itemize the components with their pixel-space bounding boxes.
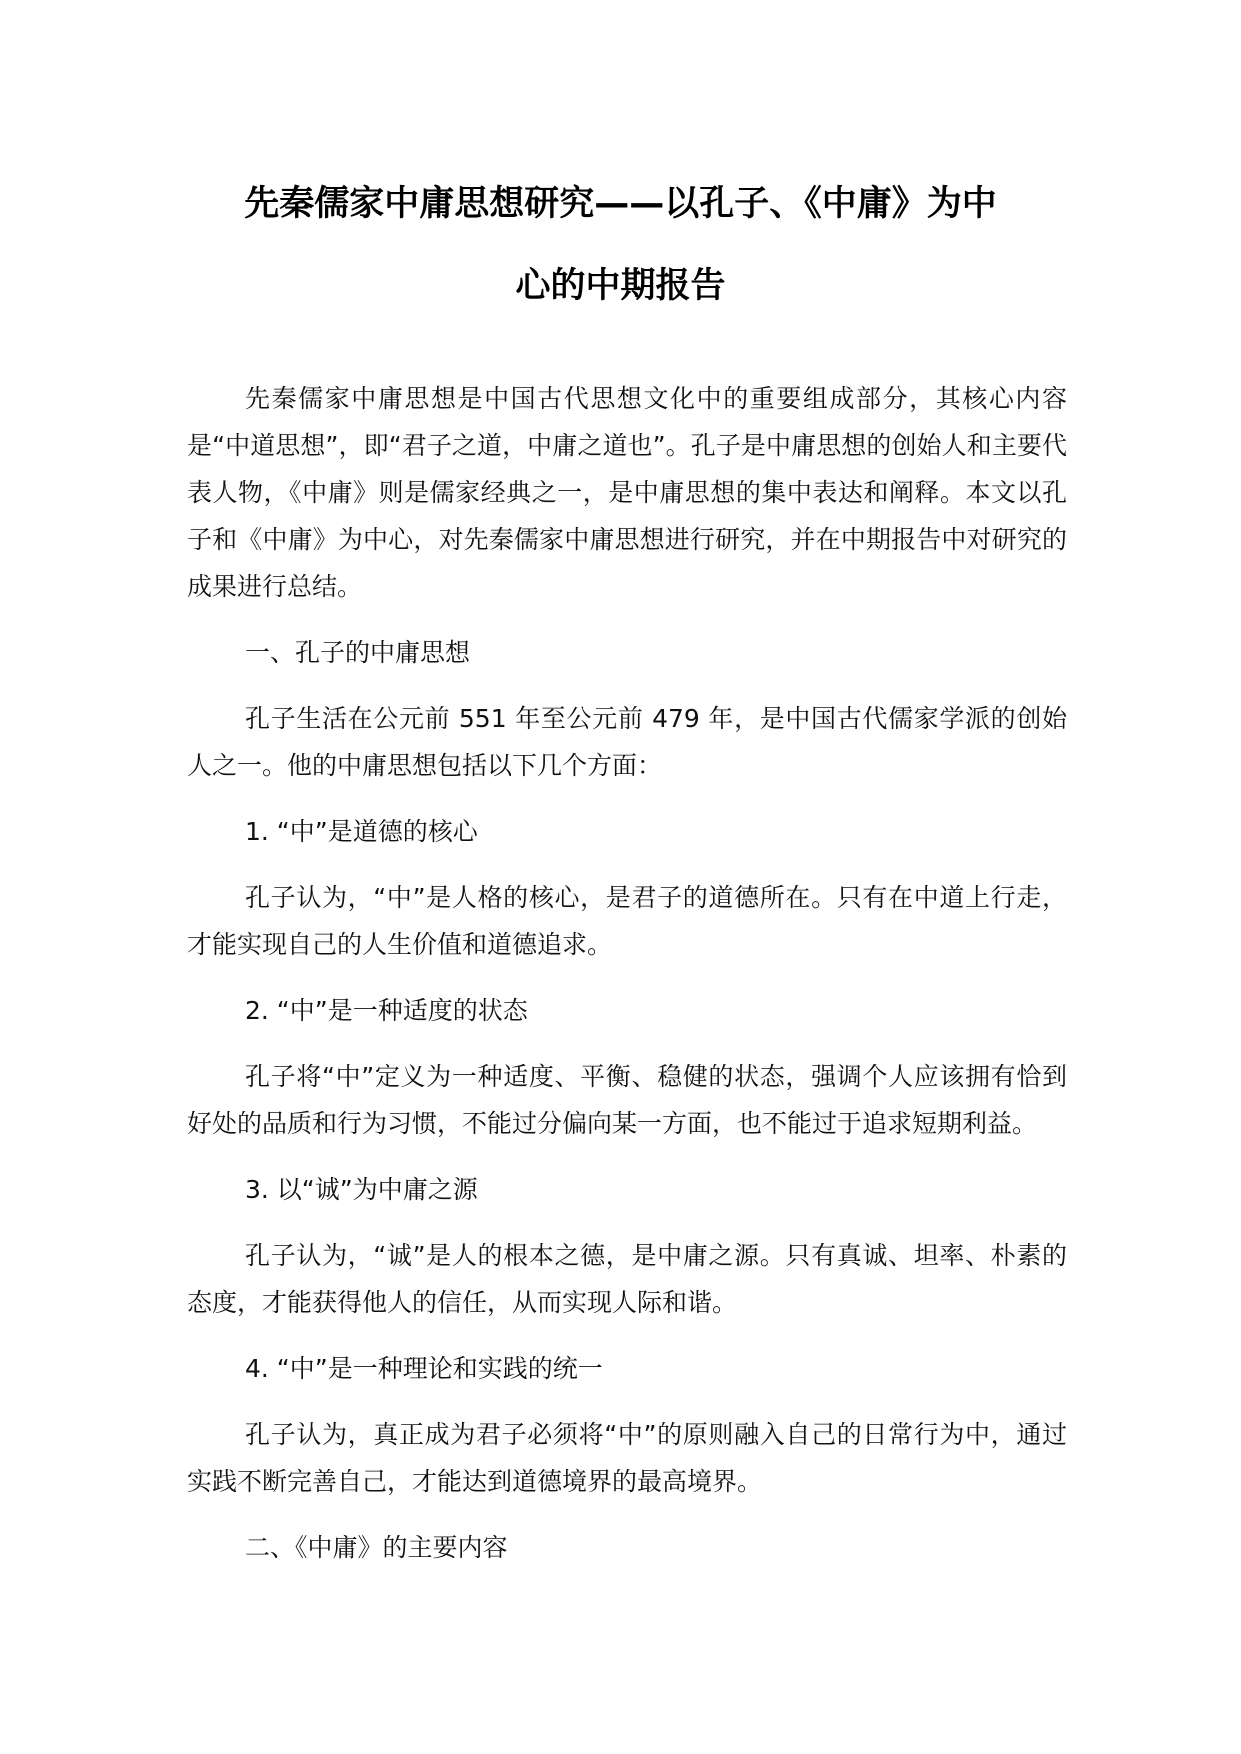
section-heading-2: 二、《中庸》的主要内容: [245, 1533, 508, 1562]
document-title-line-1: 先秦儒家中庸思想研究——以孔子、《中庸》为中: [244, 184, 997, 224]
paragraph: 孔子生活在公元前 551 年至公元前 479 年，是中国古代儒家学派的创始人之一。他的中庸思想包括以下几个方面：: [187, 704, 1067, 780]
subheading-4: 4. “中”是一种理论和实践的统一: [245, 1354, 603, 1383]
document-title-line-2: 心的中期报告: [515, 266, 726, 306]
paragraph: 孔子认为，“中”是人格的核心，是君子的道德所在。只有在中道上行走，才能实现自己的人生价值和道德追求。: [187, 883, 1067, 959]
paragraph: 孔子将“中”定义为一种适度、平衡、稳健的状态，强调个人应该拥有恰到好处的品质和行为习惯，不能过分偏向某一方面，也不能过于追求短期利益。: [187, 1062, 1067, 1138]
intro-paragraph: 先秦儒家中庸思想是中国古代思想文化中的重要组成部分，其核心内容是“中道思想”，即“君子之道，中庸之道也”。孔子是中庸思想的创始人和主要代表人物，《中庸》则是儒家经典之一，是中庸思想的集中表达和阐释。本文以孔子和《中庸》为中心，对先秦儒家中庸思想进行研究，并在中期报告中对研究的成果进行总结。: [187, 384, 1067, 601]
paragraph: 孔子认为，真正成为君子必须将“中”的原则融入自己的日常行为中，通过实践不断完善自己，才能达到道德境界的最高境界。: [187, 1420, 1067, 1496]
section-heading-1: 一、孔子的中庸思想: [245, 638, 471, 667]
subheading-2: 2. “中”是一种适度的状态: [245, 996, 528, 1025]
subheading-1: 1. “中”是道德的核心: [245, 817, 478, 846]
paragraph: 孔子认为，“诚”是人的根本之德，是中庸之源。只有真诚、坦率、朴素的态度，才能获得他人的信任，从而实现人际和谐。: [187, 1241, 1067, 1317]
document-body: [187, 375, 1067, 1590]
subheading-3: 3. 以“诚”为中庸之源: [245, 1175, 478, 1204]
